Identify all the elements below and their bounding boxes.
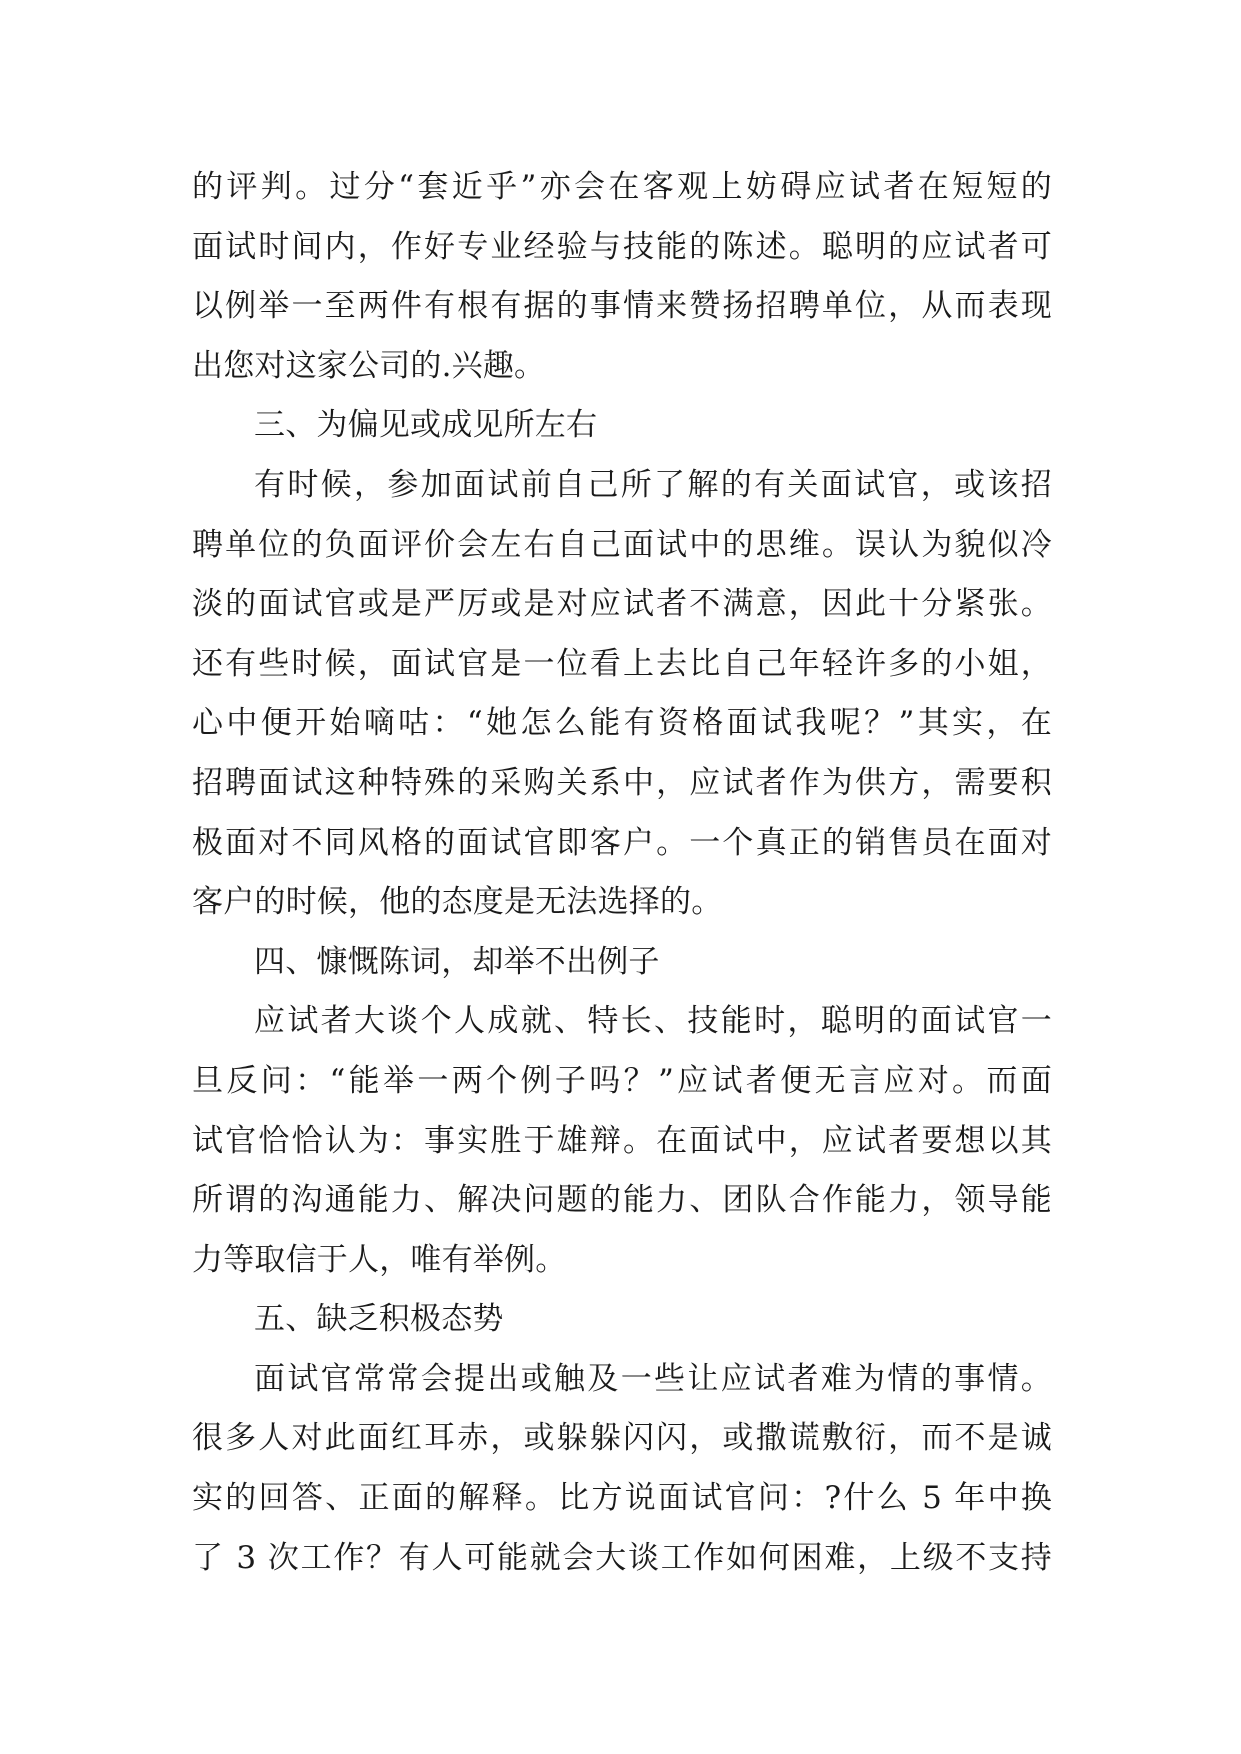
section-heading: 四、慷慨陈词，却举不出例子 bbox=[254, 943, 660, 980]
text-line: 有时候，参加面试前自己所了解的有关面试官，或该招 bbox=[254, 466, 1052, 503]
text-line: 了 3 次工作？有人可能就会大谈工作如何困难，上级不支持 bbox=[192, 1539, 1052, 1576]
text-line: 招聘面试这种特殊的采购关系中，应试者作为供方，需要积 bbox=[192, 764, 1052, 801]
section-heading: 三、为偏见或成见所左右 bbox=[254, 407, 598, 444]
text-line: 的评判。过分“套近乎”亦会在客观上妨碍应试者在短短的 bbox=[192, 169, 1052, 205]
text-line: 心中便开始嘀咕：“她怎么能有资格面试我呢？”其实，在 bbox=[192, 705, 1052, 742]
text-line: 试官恰恰认为：事实胜于雄辩。在面试中，应试者要想以其 bbox=[192, 1122, 1052, 1159]
text-line: 所谓的沟通能力、解决问题的能力、团队合作能力，领导能 bbox=[192, 1182, 1052, 1219]
text-line: 力等取信于人，唯有举例。 bbox=[192, 1241, 567, 1278]
text-line: 以例举一至两件有根有据的事情来赞扬招聘单位，从而表现 bbox=[192, 288, 1052, 325]
text-line: 出您对这家公司的.兴趣。 bbox=[192, 347, 546, 384]
text-line: 客户的时候，他的态度是无法选择的。 bbox=[192, 884, 723, 921]
text-line: 极面对不同风格的面试官即客户。一个真正的销售员在面对 bbox=[192, 824, 1052, 861]
text-line: 淡的面试官或是严厉或是对应试者不满意，因此十分紧张。 bbox=[192, 586, 1052, 623]
text-line: 还有些时候，面试官是一位看上去比自己年轻许多的小姐， bbox=[192, 645, 1052, 682]
text-line: 旦反问：“能举一两个例子吗？”应试者便无言应对。而面 bbox=[192, 1062, 1052, 1099]
text-line: 面试时间内，作好专业经验与技能的陈述。聪明的应试者可 bbox=[192, 228, 1052, 265]
text-line: 面试官常常会提出或触及一些让应试者难为情的事情。 bbox=[254, 1360, 1052, 1397]
section-heading: 五、缺乏积极态势 bbox=[254, 1301, 504, 1338]
text-line: 应试者大谈个人成就、特长、技能时，聪明的面试官一 bbox=[254, 1003, 1052, 1040]
text-line: 很多人对此面红耳赤，或躲躲闪闪，或撒谎敷衍，而不是诚 bbox=[192, 1420, 1052, 1457]
text-line: 实的回答、正面的解释。比方说面试官问：?什么 5 年中换 bbox=[192, 1480, 1052, 1517]
body-text bbox=[192, 158, 1052, 1588]
text-line: 聘单位的负面评价会左右自己面试中的思维。误认为貌似冷 bbox=[192, 526, 1052, 563]
